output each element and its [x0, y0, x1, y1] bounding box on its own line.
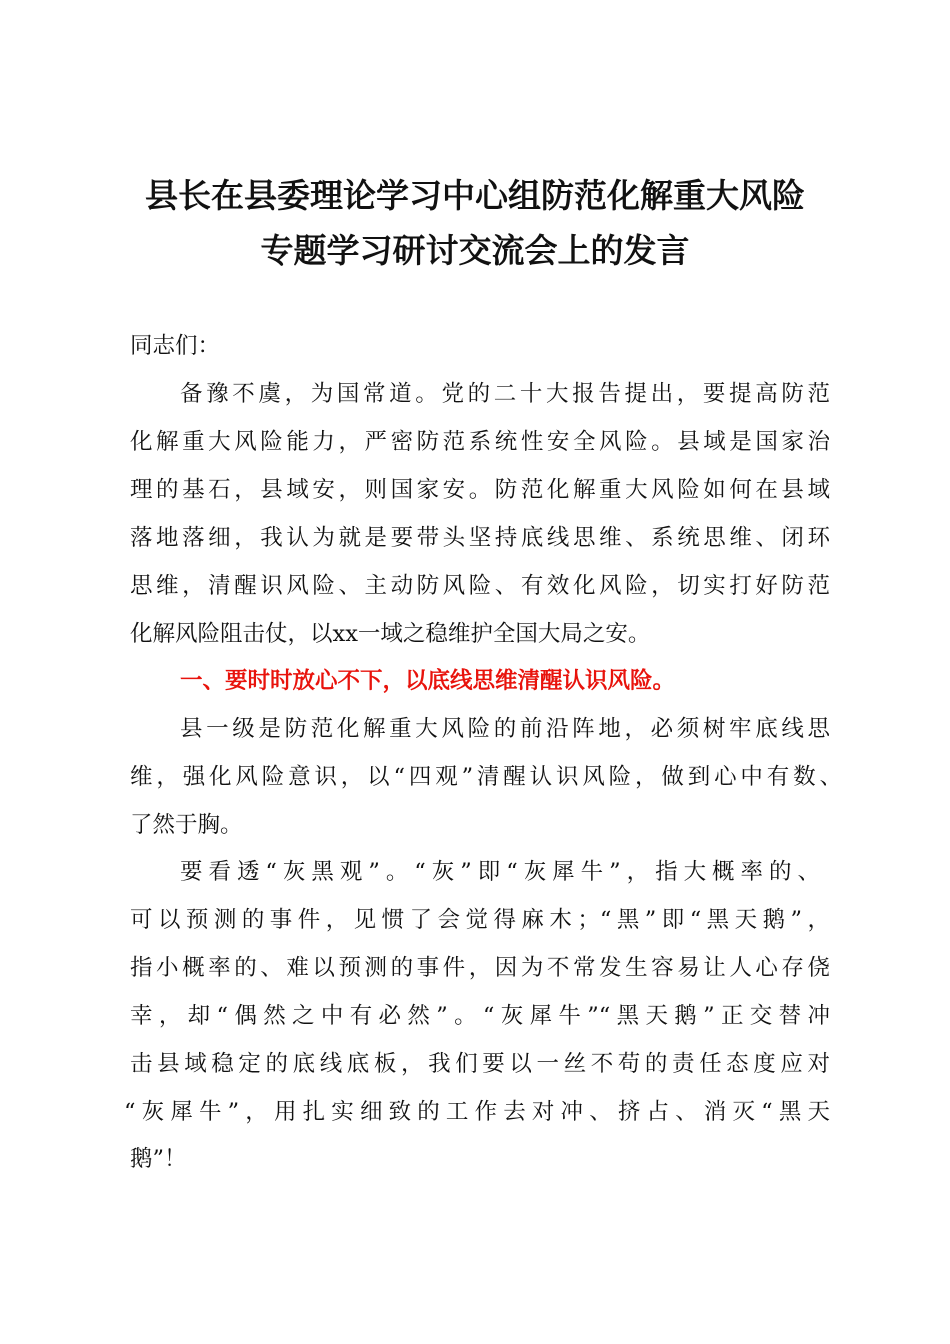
paragraph-line: 击县域稳定的底线底板，我们要以一丝不苟的责任态度应对	[130, 1051, 830, 1077]
paragraph-line: 了然于胸。	[130, 812, 243, 838]
paragraph-line: 可以预测的事件，见惯了会觉得麻木；“黑”即“黑天鹅”，	[130, 907, 830, 933]
paragraph-line: 鹅”！	[130, 1146, 187, 1172]
paragraph-line: 落地落细，我认为就是要带头坚持底线思维、系统思维、闭环	[130, 525, 830, 551]
paragraph-line: 思维，清醒识风险、主动防风险、有效化风险，切实打好防范	[130, 573, 830, 599]
paragraph-line: 化解重大风险能力，严密防范系统性安全风险。县域是国家治	[130, 429, 830, 455]
paragraph-line: 县一级是防范化解重大风险的前沿阵地，必须树牢底线思	[180, 716, 830, 742]
paragraph-line: 维，强化风险意识，以“四观”清醒认识风险，做到心中有数、	[130, 764, 842, 790]
document-title-line1: 县长在县委理论学习中心组防范化解重大风险	[145, 176, 805, 215]
paragraph-line: 指小概率的、难以预测的事件，因为不常发生容易让人心存侥	[130, 955, 830, 981]
paragraph-line: 理的基石，县域安，则国家安。防范化解重大风险如何在县域	[130, 477, 830, 503]
paragraph-line: “灰犀牛”，用扎实细致的工作去对冲、挤占、消灭“黑天	[124, 1099, 830, 1125]
greeting: 同志们：	[130, 333, 221, 359]
paragraph-line: 幸，却“偶然之中有必然”。“灰犀牛”“黑天鹅”正交替冲	[130, 1003, 830, 1029]
paragraph-line: 备豫不虞，为国常道。党的二十大报告提出，要提高防范	[180, 381, 830, 407]
section-heading-1: 一、要时时放心不下，以底线思维清醒认识风险。	[180, 668, 676, 694]
paragraph-line: 要看透“灰黑观”。“灰”即“灰犀牛”，指大概率的、	[180, 859, 820, 885]
document-title-line2: 专题学习研讨交流会上的发言	[260, 231, 690, 270]
paragraph-line: 化解风险阻击仗，以xx一域之稳维护全国大局之安。	[130, 621, 651, 647]
